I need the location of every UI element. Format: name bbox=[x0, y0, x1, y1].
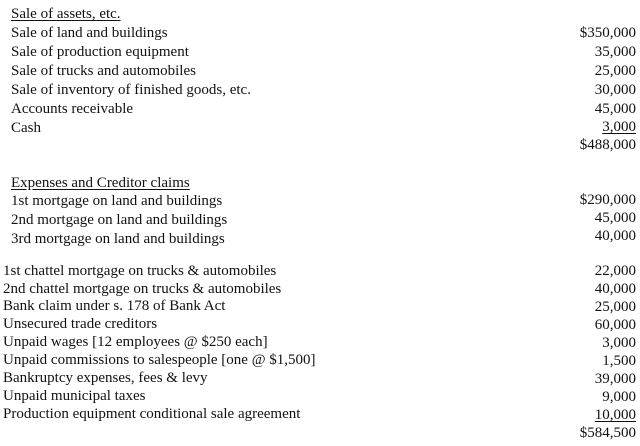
claim-label: Bank claim under s. 178 of Bank Act bbox=[3, 298, 226, 314]
mortgage-label: 2nd mortgage on land and buildings bbox=[11, 212, 228, 228]
expenses-total: $584,500 bbox=[579, 425, 636, 441]
claim-label: 1st chattel mortgage on trucks & automobiles bbox=[3, 263, 277, 279]
claim-label: Bankruptcy expenses, fees & levy bbox=[3, 370, 208, 386]
claim-amount: 39,000 bbox=[594, 371, 636, 387]
mortgage-amount: $290,000 bbox=[579, 192, 636, 208]
asset-amount: $350,000 bbox=[579, 25, 636, 41]
asset-amount: 35,000 bbox=[594, 44, 636, 60]
mortgage-amount: 45,000 bbox=[594, 210, 636, 226]
claim-amount: 10,000 bbox=[594, 407, 636, 423]
mortgage-amount: 40,000 bbox=[594, 228, 636, 244]
mortgage-label: 3rd mortgage on land and buildings bbox=[11, 231, 225, 247]
claim-label: Unpaid commissions to salespeople [one @ $1,500] bbox=[3, 352, 316, 368]
claim-label: 2nd chattel mortgage on trucks & automobiles bbox=[3, 281, 282, 297]
claim-amount: 22,000 bbox=[594, 263, 636, 279]
claim-amount: 40,000 bbox=[594, 281, 636, 297]
claim-amount: 60,000 bbox=[594, 317, 636, 333]
claim-amount: 1,500 bbox=[602, 353, 636, 369]
claim-amount: 9,000 bbox=[602, 389, 636, 405]
claim-label: Production equipment conditional sale agreement bbox=[3, 406, 301, 422]
asset-amount: 30,000 bbox=[594, 82, 636, 98]
claim-label: Unsecured trade creditors bbox=[3, 316, 158, 332]
asset-label: Accounts receivable bbox=[11, 101, 134, 117]
claim-amount: 3,000 bbox=[602, 335, 636, 351]
asset-label: Sale of land and buildings bbox=[11, 25, 168, 41]
asset-amount: 25,000 bbox=[594, 63, 636, 79]
asset-amount: 45,000 bbox=[594, 101, 636, 117]
assets-total: $488,000 bbox=[579, 137, 636, 153]
asset-amount: 3,000 bbox=[602, 119, 636, 135]
asset-label: Sale of production equipment bbox=[11, 44, 189, 60]
asset-label: Sale of inventory of finished goods, etc. bbox=[11, 82, 251, 98]
claim-label: Unpaid wages [12 employees @ $250 each] bbox=[3, 334, 268, 350]
asset-label: Sale of trucks and automobiles bbox=[11, 63, 196, 79]
asset-label: Cash bbox=[11, 120, 41, 136]
assets-heading: Sale of assets, etc. bbox=[11, 6, 121, 22]
claim-label: Unpaid municipal taxes bbox=[3, 388, 146, 404]
claim-amount: 25,000 bbox=[594, 299, 636, 315]
expenses-heading: Expenses and Creditor claims bbox=[11, 175, 190, 191]
mortgage-label: 1st mortgage on land and buildings bbox=[11, 193, 223, 209]
